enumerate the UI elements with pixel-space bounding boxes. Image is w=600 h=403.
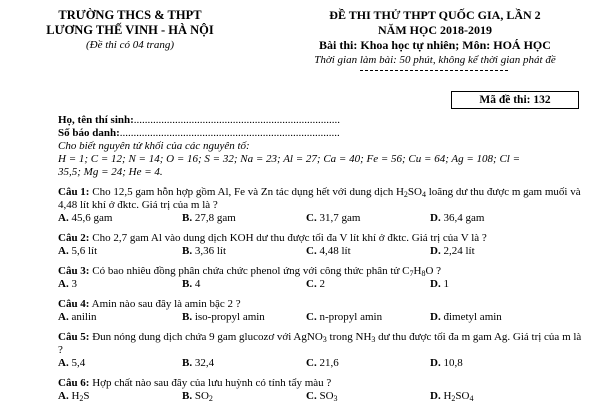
question-text: SO	[407, 186, 422, 198]
option-text: SO	[455, 390, 470, 402]
question-text: Amin nào sau đây là amin bậc 2 ?	[89, 298, 241, 310]
time-note: Thời gian làm bài: 50 phút, không kể thời gian phát đề	[314, 54, 556, 66]
question-text: O ?	[425, 265, 442, 277]
school-name-line1: TRƯỜNG THCS & THPT	[58, 8, 202, 22]
exam-body	[58, 114, 583, 403]
atomic-mass-line1: H = 1; C = 12; N = 14; O = 16; S = 32; Na = 23; Al = 27; Ca = 40; Fe = 56; Cu = 64; Ag = 108; Cl =	[58, 153, 521, 165]
question-text: trong NH	[326, 331, 372, 343]
question-label: Câu 6:	[58, 377, 90, 389]
option-letter: B.	[182, 245, 193, 257]
option-text: n-propyl amin	[316, 311, 383, 323]
option-letter: C.	[306, 245, 317, 257]
option-letter: C.	[306, 390, 317, 402]
option-text: 10,8	[440, 357, 463, 369]
option-text: SO	[316, 390, 334, 402]
question-text: Đun nóng dung dịch chứa 9 gam glucozơ với AgNO	[89, 331, 323, 343]
option-letter: A.	[58, 390, 69, 402]
question-label: Câu 4:	[58, 298, 90, 310]
option-letter: D.	[430, 311, 441, 323]
subscript: 3	[322, 335, 327, 344]
option-b	[182, 245, 306, 258]
student-name-dots: ...........................................................................	[133, 114, 341, 126]
subscript: 2	[403, 190, 408, 199]
option-letter: D.	[430, 278, 441, 290]
option-text: 1	[440, 278, 449, 290]
question-1-options	[58, 212, 583, 225]
student-id-line	[58, 127, 583, 140]
option-text: 5,4	[68, 357, 86, 369]
option-b	[182, 311, 306, 324]
option-letter: A.	[58, 278, 69, 290]
header-separator	[360, 70, 508, 71]
option-text: H	[440, 390, 452, 402]
option-d	[430, 390, 554, 403]
question-5	[58, 331, 583, 357]
option-letter: B.	[182, 311, 193, 323]
subscript: 8	[421, 269, 426, 278]
option-text: 5,6 lít	[68, 245, 98, 257]
option-letter: B.	[182, 357, 193, 369]
student-id-label: Số báo danh:	[58, 127, 120, 139]
option-c	[306, 212, 430, 225]
option-d	[430, 311, 554, 324]
option-letter: B.	[182, 390, 193, 402]
option-letter: A.	[58, 357, 69, 369]
exam-subject: Bài thi: Khoa học tự nhiên; Môn: HOÁ HỌC	[319, 38, 551, 52]
option-c	[306, 357, 430, 370]
option-letter: A.	[58, 212, 69, 224]
option-text: 2,24 lít	[440, 245, 475, 257]
question-label: Câu 3:	[58, 265, 90, 277]
question-5-options	[58, 357, 583, 370]
exam-header	[275, 8, 595, 68]
option-text: 31,7 gam	[316, 212, 361, 224]
subscript: 2	[208, 394, 213, 403]
subscript: 2	[451, 394, 456, 403]
option-b	[182, 278, 306, 291]
option-letter: D.	[430, 357, 441, 369]
option-b	[182, 212, 306, 225]
question-text: H	[413, 265, 422, 277]
option-letter: A.	[58, 311, 69, 323]
question-label: Câu 2:	[58, 232, 90, 244]
subscript: 7	[409, 269, 414, 278]
option-text: 4,48 lít	[316, 245, 351, 257]
option-text: 4	[192, 278, 201, 290]
option-text: SO	[192, 390, 209, 402]
student-name-line	[58, 114, 583, 127]
subscript: 4	[421, 190, 426, 199]
pages-note: (Đề thi có 04 trang)	[86, 39, 174, 51]
option-text: iso-propyl amin	[192, 311, 265, 323]
question-2	[58, 232, 583, 245]
question-6-options	[58, 390, 583, 403]
option-text: 3,36 lít	[192, 245, 227, 257]
question-3	[58, 265, 583, 278]
option-letter: D.	[430, 390, 441, 402]
school-year: NĂM HỌC 2018-2019	[378, 23, 492, 37]
question-label: Câu 5:	[58, 331, 90, 343]
question-1	[58, 186, 583, 212]
question-4-options	[58, 311, 583, 324]
subscript: 2	[79, 394, 84, 403]
option-b	[182, 357, 306, 370]
option-text: S	[83, 390, 90, 402]
option-letter: C.	[306, 357, 317, 369]
question-3-options	[58, 278, 583, 291]
option-c	[306, 278, 430, 291]
option-text: 27,8 gam	[192, 212, 236, 224]
option-text: 36,4 gam	[440, 212, 485, 224]
option-letter: C.	[306, 278, 317, 290]
option-c	[306, 311, 430, 324]
school-name-line2: LƯƠNG THẾ VINH - HÀ NỘI	[46, 23, 214, 37]
option-letter: B.	[182, 278, 193, 290]
option-text: 21,6	[316, 357, 339, 369]
question-text: dư thu được tối đa m gam Ag. Giá trị của m là ?	[58, 331, 582, 356]
option-letter: D.	[430, 245, 441, 257]
option-letter: A.	[58, 245, 69, 257]
question-2-options	[58, 245, 583, 258]
option-letter: B.	[182, 212, 193, 224]
atomic-mass-intro: Cho biết nguyên tử khối của các nguyên tố:	[58, 140, 250, 152]
question-text: Hợp chất nào sau đây của lưu huỳnh có tính tẩy màu ?	[89, 377, 332, 389]
option-text: 3	[68, 278, 77, 290]
option-text: 2	[316, 278, 325, 290]
option-d	[430, 212, 554, 225]
option-letter: C.	[306, 212, 317, 224]
option-d	[430, 278, 554, 291]
student-name-label: Họ, tên thí sinh:	[58, 114, 134, 126]
option-d	[430, 245, 554, 258]
question-label: Câu 1:	[58, 186, 90, 198]
subscript: 4	[469, 394, 474, 403]
option-b	[182, 390, 306, 403]
question-6	[58, 377, 583, 390]
exam-code-box: Mã đề thi: 132	[451, 91, 579, 109]
school-header	[0, 8, 260, 53]
option-a	[58, 278, 182, 291]
option-a	[58, 390, 182, 403]
option-letter: D.	[430, 212, 441, 224]
option-text: 32,4	[192, 357, 215, 369]
subscript: 3	[371, 335, 376, 344]
question-text: Có bao nhiêu đồng phân chứa chức phenol ứng với công thức phân tử C	[89, 265, 410, 277]
atomic-mass-line2: 35,5; Mg = 24; He = 4.	[58, 166, 163, 178]
option-d	[430, 357, 554, 370]
question-4	[58, 298, 583, 311]
student-id-dots: ................................................................................	[119, 127, 340, 139]
option-text: anilin	[68, 311, 97, 323]
option-a	[58, 311, 182, 324]
question-text: Cho 2,7 gam Al vào dung dịch KOH dư thu được tối đa V lít khí ở đktc. Giá trị của V là ?	[89, 232, 487, 244]
exam-title: ĐỀ THI THỬ THPT QUỐC GIA, LẦN 2	[329, 8, 541, 22]
question-text: Cho 12,5 gam hỗn hợp gồm Al, Fe và Zn tác dụng hết với dung dịch H	[89, 186, 404, 198]
option-a	[58, 212, 182, 225]
option-c	[306, 245, 430, 258]
option-letter: C.	[306, 311, 317, 323]
option-c	[306, 390, 430, 403]
option-a	[58, 357, 182, 370]
question-text: loãng dư thu được m gam muối và 4,48 lít khí ở đktc. Giá trị của m là ?	[58, 186, 581, 211]
option-a	[58, 245, 182, 258]
option-text: H	[68, 390, 80, 402]
option-text: 45,6 gam	[68, 212, 113, 224]
subscript: 3	[333, 394, 338, 403]
option-text: đimetyl amin	[440, 311, 502, 323]
